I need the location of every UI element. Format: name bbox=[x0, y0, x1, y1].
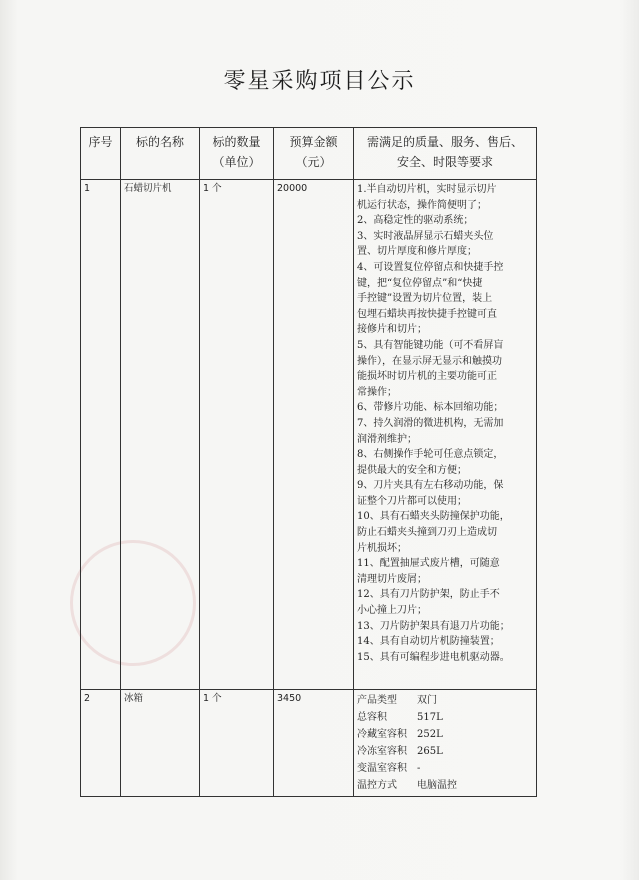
requirement-line: 置、切片厚度和修片厚度； bbox=[357, 246, 477, 258]
header-no: 序号 bbox=[81, 128, 121, 180]
requirement-line: 5、具有智能键功能（可不看屏盲 bbox=[357, 339, 504, 351]
header-row bbox=[81, 128, 537, 180]
requirement-line: 清理切片废屑； bbox=[357, 573, 427, 585]
spec-value: 双门 bbox=[417, 695, 437, 706]
table-row bbox=[81, 690, 537, 797]
requirement-line: 小心撞上刀片； bbox=[357, 605, 427, 617]
requirement-line: 能损坏时切片机的主要功能可正 bbox=[357, 371, 497, 383]
spec-key: 产品类型 bbox=[357, 695, 397, 706]
requirement-line: 11、配置抽屉式废片槽，可随意 bbox=[357, 558, 500, 570]
requirement-line: 8、右侧操作手轮可任意点锁定， bbox=[357, 449, 504, 461]
requirement-line: 15、具有可编程步进电机驱动器。 bbox=[357, 651, 510, 663]
requirement-line: 13、刀片防护架具有退刀片功能； bbox=[357, 620, 510, 632]
requirement-line: 提供最大的安全和方便； bbox=[357, 464, 467, 476]
row2-no: 2 bbox=[81, 690, 121, 797]
procurement-table bbox=[80, 127, 537, 797]
header-requirements: 需满足的质量、服务、售后、 安全、时限等要求 bbox=[354, 128, 537, 180]
requirement-line: 9、刀片夹具有左右移动功能，保 bbox=[357, 480, 504, 492]
requirement-line: 键，把“复位停留点”和“快捷 bbox=[357, 277, 483, 289]
row2-name: 冰箱 bbox=[121, 690, 200, 797]
spec-key: 变温室容积 bbox=[357, 763, 407, 774]
requirement-line: 机运行状态，操作简便明了； bbox=[357, 199, 487, 211]
requirement-line: 接修片和切片； bbox=[357, 324, 427, 336]
requirement-line: 14、具有自动切片机防撞装置； bbox=[357, 636, 500, 648]
page-title: 零星采购项目公示 bbox=[223, 69, 416, 94]
spec-value: 517L bbox=[417, 712, 443, 723]
row2-specs bbox=[354, 690, 537, 797]
requirement-line: 3、实时液晶屏显示石蜡夹头位 bbox=[357, 230, 494, 242]
requirement-line: 常操作； bbox=[357, 386, 397, 398]
spec-key: 冷冻室容积 bbox=[357, 746, 407, 757]
table-row bbox=[81, 180, 537, 690]
spec-line bbox=[357, 709, 533, 726]
requirement-line: 10、具有石蜡夹头防撞保护功能， bbox=[357, 511, 510, 523]
spec-line bbox=[357, 777, 533, 794]
spec-line bbox=[357, 760, 533, 777]
requirement-line: 包埋石蜡块再按快捷手控键可直 bbox=[357, 308, 497, 320]
requirement-line: 12、具有刀片防护架，防止手不 bbox=[357, 589, 500, 601]
requirement-line: 片机损坏； bbox=[357, 542, 407, 554]
requirement-line: 操作），在显示屏无显示和触摸功 bbox=[357, 355, 502, 367]
requirement-line: 润滑剂维护； bbox=[357, 433, 417, 445]
header-budget: 预算金额 （元） bbox=[274, 128, 354, 180]
spec-value: - bbox=[417, 763, 421, 774]
spec-value: 265L bbox=[417, 746, 443, 757]
requirement-line: 证整个刀片都可以使用； bbox=[357, 495, 467, 507]
requirement-line: 防止石蜡夹头撞到刀刃上造成切 bbox=[357, 527, 497, 539]
row1-requirements bbox=[354, 180, 537, 690]
spec-value: 252L bbox=[417, 729, 443, 740]
spec-value: 电脑温控 bbox=[417, 780, 457, 791]
requirement-line: 2、高稳定性的驱动系统； bbox=[357, 215, 474, 227]
row2-budget: 3450 bbox=[274, 690, 354, 797]
spec-line bbox=[357, 692, 533, 709]
spec-line bbox=[357, 726, 533, 743]
row2-qty: 1 个 bbox=[200, 690, 274, 797]
header-name: 标的名称 bbox=[121, 128, 200, 180]
requirement-line: 4、可设置复位停留点和快捷手控 bbox=[357, 261, 504, 273]
spec-line bbox=[357, 743, 533, 760]
requirement-line: 手控键”设置为切片位置，装上 bbox=[357, 293, 493, 305]
row1-budget: 20000 bbox=[274, 180, 354, 690]
requirement-line: 1.半自动切片机，实时显示切片 bbox=[357, 184, 497, 195]
row1-name: 石蜡切片机 bbox=[121, 180, 200, 690]
row1-no: 1 bbox=[81, 180, 121, 690]
header-qty: 标的数量 （单位） bbox=[200, 128, 274, 180]
spec-key: 总容积 bbox=[357, 712, 387, 723]
requirement-line: 6、带修片功能、标本回缩功能； bbox=[357, 402, 504, 414]
row1-qty: 1 个 bbox=[200, 180, 274, 690]
requirement-line: 7、持久润滑的微进机构，无需加 bbox=[357, 417, 504, 429]
spec-key: 温控方式 bbox=[357, 780, 397, 791]
spec-key: 冷藏室容积 bbox=[357, 729, 407, 740]
